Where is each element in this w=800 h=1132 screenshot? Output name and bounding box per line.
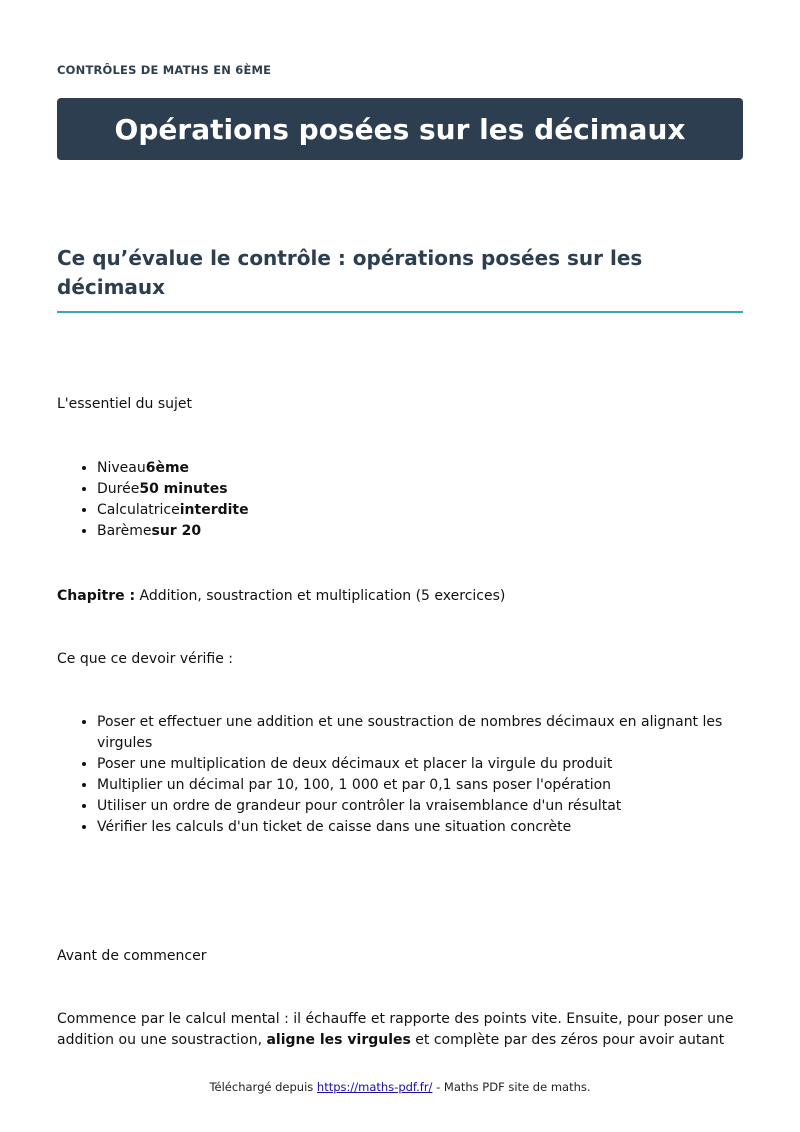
essentials-list (57, 458, 743, 542)
footer-link[interactable]: https://maths-pdf.fr/ (316, 1080, 433, 1094)
before-text-bold: aligne les virgules (266, 1032, 411, 1048)
list-item: • Poser une multiplication de deux décimaux et placer la virgule du produit (97, 754, 743, 775)
essential-value: interdite (179, 502, 249, 518)
before-paragraph (57, 1009, 743, 1051)
before-text-end: et complète par des zéros pour avoir autant (410, 1032, 725, 1048)
essential-label: Niveau (97, 460, 146, 476)
footer-suffix: - Maths PDF site de maths. (432, 1080, 591, 1094)
before-text-start: Commence par le calcul mental : il échauffe et rapporte des points vite. Ensuite, pour poser une addition ou une soustraction, (57, 1011, 734, 1048)
list-item (97, 521, 743, 542)
title-banner (57, 98, 743, 160)
essential-label: Barème (97, 523, 152, 539)
page-footer (0, 1080, 800, 1094)
list-item: • Utiliser un ordre de grandeur pour contrôler la vraisemblance d'un résultat (97, 796, 743, 817)
essential-value: 50 minutes (139, 481, 228, 497)
list-item (97, 458, 743, 479)
list-item: • Multiplier un décimal par 10, 100, 1 000 et par 0,1 sans poser l'opération (97, 775, 743, 796)
list-item (97, 500, 743, 521)
essential-label: Durée (97, 481, 140, 497)
list-item (97, 479, 743, 500)
essential-value: sur 20 (151, 523, 202, 539)
list-item: • Poser et effectuer une addition et une soustraction de nombres décimaux en alignant les virgules (97, 712, 743, 754)
checks-heading: Ce que ce devoir vérifie : (57, 651, 234, 667)
before-heading: Avant de commencer (57, 948, 207, 964)
checks-list (57, 712, 743, 838)
page-kicker: CONTRÔLES DE MATHS EN 6ÈME (57, 63, 272, 77)
essential-label: Calculatrice (97, 502, 180, 518)
chapter-label: Chapitre : (57, 588, 136, 604)
chapter-text: Addition, soustraction et multiplication (5 exercices) (135, 588, 506, 604)
essential-value: 6ème (145, 460, 190, 476)
chapter-line (57, 586, 505, 607)
essentials-heading: L'essentiel du sujet (57, 396, 193, 412)
section-heading: Ce qu’évalue le contrôle : opérations posées sur les décimaux (57, 244, 743, 313)
list-item: • Vérifier les calculs d'un ticket de caisse dans une situation concrète (97, 817, 743, 838)
page-title: Opérations posées sur les décimaux (114, 112, 686, 146)
footer-prefix: Téléchargé depuis (209, 1080, 317, 1094)
